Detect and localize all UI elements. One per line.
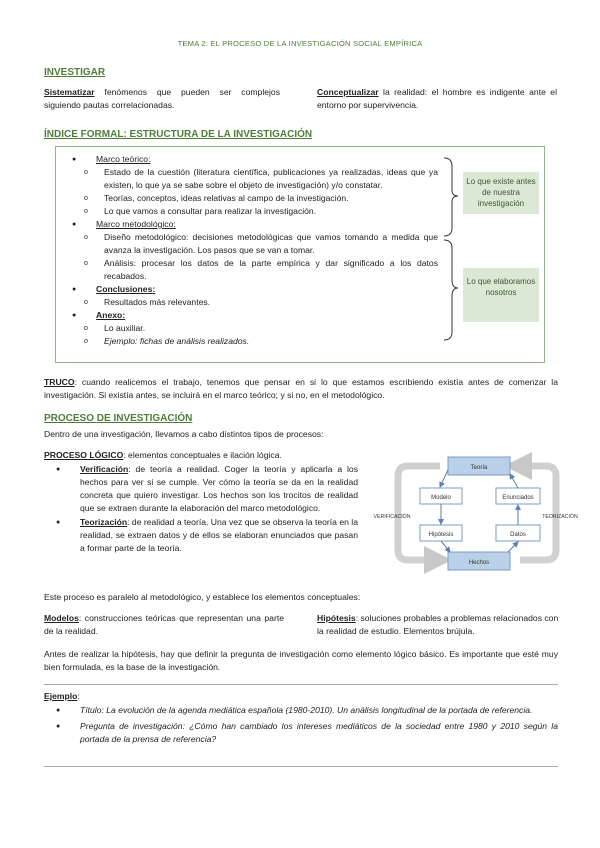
verificacion-loop bbox=[398, 466, 440, 560]
proceso-logico bbox=[44, 449, 282, 462]
ejemplo-titulo bbox=[80, 704, 558, 717]
anexo-item-1: o Lo auxiliar. bbox=[104, 322, 438, 335]
ejemplo-pregunta bbox=[80, 720, 558, 746]
verificacion-item bbox=[80, 463, 358, 515]
arrow-teoria-modelo bbox=[440, 470, 448, 487]
ejemplo-pregunta-label: Pregunta de investigación bbox=[80, 721, 183, 731]
hipotesis-desc: : soluciones probables a problemas relacionados con la realidad de estudio. Elementos brújula. bbox=[317, 613, 559, 636]
separator-top bbox=[44, 684, 558, 685]
truco-label: TRUCO bbox=[44, 377, 75, 387]
mt-item-1: o Estado de la cuestión (literatura científica, publicaciones ya realizadas, ideas que ya existen, lo que ya se sabe sobre el objeto de investigación) y/o constatar. bbox=[104, 166, 438, 192]
ejemplo-label: Ejemplo bbox=[44, 691, 78, 701]
truco-text bbox=[44, 376, 558, 402]
side-box-existing: Lo que existe antes de nuestra investigación bbox=[463, 172, 539, 214]
verificacion-desc: : de teoría a realidad. Coger la teoría y aplicarla a los hechos para ver si se cumple. Ver cómo la teoría se da en la realidad concreta que quiero investigar. Los hechos son los trocitos de realidad que se extraen durante la elaboración del marco metodológico. bbox=[80, 464, 358, 513]
antes-text: Antes de realizar la hipótesis, hay que definir la pregunta de investigación como elemento lógico básico. Es importante que esté muy bien formulada, es la base de la investigación. bbox=[44, 649, 558, 672]
ejemplo-list bbox=[80, 704, 558, 746]
process-diagram bbox=[368, 452, 586, 578]
sistematizar-desc: fenómenos que pueden ser complejos siguiendo pautas correlacionadas. bbox=[44, 87, 280, 110]
brace-bottom bbox=[444, 240, 458, 340]
label-hipotesis: Hipótesis bbox=[428, 532, 454, 538]
label-teoria: Teoría bbox=[470, 465, 488, 471]
teorizacion-desc: : de realidad a teoría. Una vez que se observa la teoría en la realidad, se extraen datos y de ellos se elaboran enunciados que pasan a formar parte de la teoría. bbox=[80, 517, 358, 553]
arrow-hipotesis-hechos bbox=[441, 541, 450, 552]
ejemplo-heading: Ejemplo: bbox=[44, 691, 80, 701]
conceptualizar-text bbox=[317, 86, 557, 112]
arrow-hechos-datos bbox=[508, 542, 518, 552]
verificacion-term: Verificación bbox=[80, 464, 129, 474]
label-modelo: Modelo bbox=[431, 495, 451, 501]
investigar-heading: INVESTIGAR bbox=[44, 67, 106, 78]
mm-item-1: o Diseño metodológico: decisiones metodológicas que vamos tomando a medida que avanza la investigación. Los pasos que se van a tomar. bbox=[104, 231, 438, 257]
modelos-text bbox=[44, 612, 284, 638]
brace-top bbox=[444, 158, 458, 236]
ejemplo-titulo-text: : La evolución de la agenda mediática española (1980-2010). Un análisis longitudinal de la portada de referencia. bbox=[101, 705, 533, 715]
proceso-logico-desc: : elementos conceptuales e ilación lógica. bbox=[123, 450, 282, 460]
anexo-item: ● Anexo: bbox=[96, 309, 438, 322]
proceso-logico-label: PROCESO LÓGICO bbox=[44, 450, 124, 460]
proceso-list bbox=[80, 463, 358, 555]
hipotesis-text bbox=[317, 612, 559, 638]
separator-bottom bbox=[44, 766, 558, 767]
truco-desc: : cuando realicemos el trabajo, tenemos que pensar en si lo que estamos escribiendo existía antes de comenzar la investigación. Si existía antes, se incluirá en el marco teórico; y si no, en el metodológico. bbox=[44, 377, 558, 400]
braces bbox=[442, 156, 462, 356]
ejemplo-titulo-label: Título bbox=[80, 705, 102, 715]
proceso-heading: PROCESO DE INVESTIGACIÓN bbox=[44, 413, 193, 424]
side-box-ours: Lo que elaboramos nosotros bbox=[463, 268, 539, 322]
label-datos: Datos bbox=[510, 532, 526, 538]
conc-item-1: o Resultados más relevantes. bbox=[104, 296, 438, 309]
marco-teorico-label: Marco teórico bbox=[96, 154, 149, 164]
modelos-term: Modelos bbox=[44, 613, 79, 623]
label-verificacion: VERIFICACIÓN bbox=[373, 514, 411, 520]
mm-item-2: o Análisis: procesar los datos de la parte empírica y dar significado a los datos recabados. bbox=[104, 257, 438, 283]
conclusiones-item: ● Conclusiones: bbox=[96, 283, 438, 296]
conceptualizar-term: Conceptualizar bbox=[317, 87, 379, 97]
marco-metodologico-item: ● Marco metodológico: bbox=[96, 218, 438, 231]
label-hechos: Hechos bbox=[468, 560, 490, 566]
sistematizar-term: Sistematizar bbox=[44, 87, 95, 97]
conceptualizar-desc: la realidad: el hombre es indigente ante el entorno por supervivencia. bbox=[317, 87, 557, 110]
indice-list bbox=[96, 153, 438, 348]
page-title: TEMA 2: EL PROCESO DE LA INVESTIGACIÓN SOCIAL EMPÍRICA bbox=[177, 39, 423, 48]
label-enunciados: Enunciados bbox=[502, 495, 534, 501]
conclusiones-label: Conclusiones bbox=[96, 284, 153, 294]
mt-item-3: o Lo que vamos a consultar para realizar la investigación. bbox=[104, 205, 438, 218]
mt-item-2: o Teorías, conceptos, ideas relativas al campo de la investigación. bbox=[104, 192, 438, 205]
hipotesis-term: Hipótesis bbox=[317, 613, 356, 623]
teorizacion-item bbox=[80, 516, 358, 555]
paralelo-text: Este proceso es paralelo al metodológico, y establece los elementos conceptuales: bbox=[44, 592, 361, 602]
indice-heading: ÍNDICE FORMAL: ESTRUCTURA DE LA INVESTIGACIÓN bbox=[44, 129, 313, 140]
teorizacion-term: Teorización bbox=[80, 517, 128, 527]
anexo-label: Anexo bbox=[96, 310, 123, 320]
marco-teorico-item: ● Marco teórico: bbox=[96, 153, 438, 166]
label-teorizacion: TEORIZACIÓN bbox=[542, 514, 578, 520]
proceso-intro: Dentro de una investigación, llevamos a cabo distintos tipos de procesos: bbox=[44, 429, 324, 439]
ejemplo-pregunta-text: : ¿Cómo han cambiado los intereses mediáticos de la sociedad entre 1980 y 2010 según la portada de la prensa de referencia? bbox=[80, 721, 559, 744]
modelos-desc: : construcciones teóricas que representan una parte de la realidad. bbox=[44, 613, 284, 636]
teorizacion-loop bbox=[518, 466, 556, 560]
marco-metodologico-label: Marco metodológico bbox=[96, 219, 174, 229]
arrow-enunciados-teoria bbox=[510, 474, 518, 488]
anexo-item-2: o Ejemplo: fichas de análisis realizados. bbox=[104, 335, 438, 348]
sistematizar-text bbox=[44, 86, 280, 112]
